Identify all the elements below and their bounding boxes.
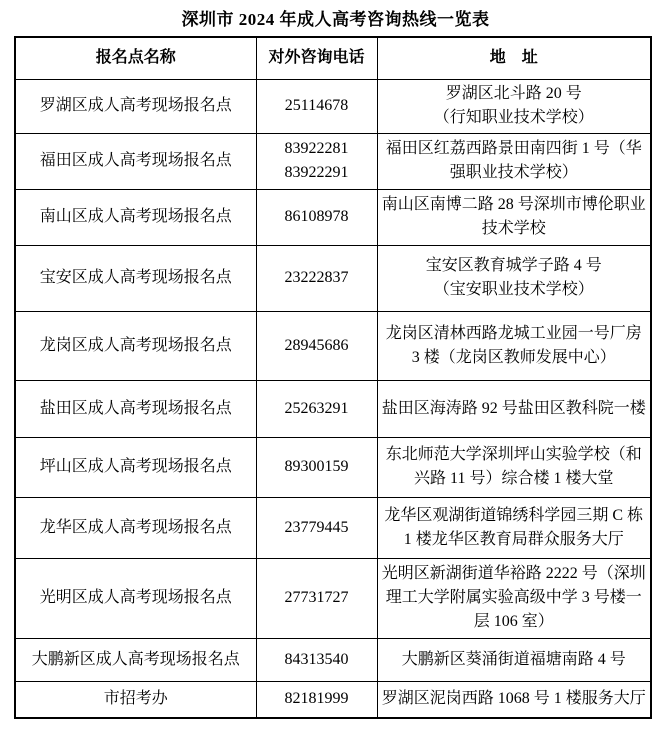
address-line: 宝安区教育城学子路 4 号: [425, 257, 602, 274]
address-line: 福田区红荔西路景田南四街 1 号（华: [385, 140, 642, 157]
address-cell: [377, 79, 651, 133]
address-cell: [377, 558, 651, 638]
phone-number: 23779445: [284, 518, 349, 536]
phone-cell: [256, 311, 377, 380]
phone-number: 23222837: [284, 269, 349, 286]
phone-cell: [256, 79, 377, 133]
phone-cell: [256, 245, 377, 311]
address-line: 光明区新湖街道华裕路 2222 号（深圳: [381, 565, 646, 582]
phone-number: 28945686: [284, 336, 349, 354]
phone-number: 84313540: [284, 650, 349, 668]
phone-number: 25114678: [284, 97, 349, 114]
address-cell: [377, 497, 651, 558]
address-line: （宝安职业技术学校）: [433, 281, 594, 298]
table-row: [15, 79, 651, 133]
header-row: [15, 37, 651, 79]
phone-cell: [256, 638, 377, 681]
site-name-cell: 光明区成人高考现场报名点: [15, 558, 256, 638]
column-header-address: 地 址: [377, 37, 651, 79]
address-cell: [377, 437, 651, 497]
phone-number: 83922291: [284, 164, 349, 181]
phone-cell: [256, 437, 377, 497]
table-row: [15, 497, 651, 558]
address-cell: [377, 311, 651, 380]
site-name-cell: 盐田区成人高考现场报名点: [15, 380, 256, 437]
site-name-cell: 龙华区成人高考现场报名点: [15, 497, 256, 558]
column-header-phone: 对外咨询电话: [256, 37, 377, 79]
phone-cell: [256, 380, 377, 437]
phone-number: 82181999: [284, 690, 349, 708]
table-row: [15, 311, 651, 380]
site-name-cell: 宝安区成人高考现场报名点: [15, 245, 256, 311]
phone-cell: [256, 133, 377, 189]
table-row: [15, 133, 651, 189]
address-cell: [377, 189, 651, 245]
site-name-cell: 南山区成人高考现场报名点: [15, 189, 256, 245]
table-row: [15, 437, 651, 497]
table-row: [15, 638, 651, 681]
phone-cell: [256, 497, 377, 558]
table-row: [15, 681, 651, 718]
phone-cell: [256, 558, 377, 638]
address-line: 层 106 室）: [473, 613, 554, 630]
table-row: [15, 380, 651, 437]
column-header-name: 报名点名称: [15, 37, 256, 79]
phone-number: 86108978: [284, 208, 349, 225]
site-name-cell: 罗湖区成人高考现场报名点: [15, 79, 256, 133]
address-line: （行知职业技术学校）: [433, 109, 594, 126]
address-line: 3 楼（龙岗区教师发展中心）: [411, 348, 616, 366]
phone-number: 83922281: [284, 140, 349, 157]
address-line: 南山区南博二路 28 号深圳市博伦职业: [381, 196, 646, 213]
address-cell: [377, 681, 651, 718]
phone-cell: [256, 681, 377, 718]
address-cell: [377, 638, 651, 681]
address-line: 罗湖区北斗路 20 号: [445, 85, 582, 102]
site-name-cell: 市招考办: [15, 681, 256, 718]
address-line: 大鹏新区葵涌街道福塘南路 4 号: [401, 650, 626, 668]
page-title: 深圳市 2024 年成人高考咨询热线一览表: [181, 9, 490, 29]
address-line: 东北师范大学深圳坪山实验学校（和: [385, 446, 642, 463]
hotline-table: [14, 36, 652, 719]
address-cell: [377, 133, 651, 189]
address-line: 龙华区观湖街道锦绣科学园三期 C 栋: [384, 506, 644, 524]
address-line: 1 楼龙华区教育局群众服务大厅: [403, 530, 624, 548]
address-line: 盐田区海涛路 92 号盐田区教科院一楼: [381, 399, 646, 417]
address-line: 技术学校: [481, 220, 546, 237]
address-line: 兴路 11 号）综合楼 1 楼大堂: [414, 470, 614, 487]
phone-number: 27731727: [284, 589, 349, 606]
address-line: 罗湖区泥岗西路 1068 号 1 楼服务大厅: [381, 690, 646, 708]
address-cell: [377, 245, 651, 311]
address-line: 理工大学附属实验高级中学 3 号楼一: [385, 589, 642, 606]
phone-cell: [256, 189, 377, 245]
site-name-cell: 龙岗区成人高考现场报名点: [15, 311, 256, 380]
site-name-cell: 福田区成人高考现场报名点: [15, 133, 256, 189]
address-line: 龙岗区清林西路龙城工业园一号厂房: [385, 324, 642, 342]
address-cell: [377, 380, 651, 437]
site-name-cell: 大鹏新区成人高考现场报名点: [15, 638, 256, 681]
table-row: [15, 189, 651, 245]
table-row: [15, 245, 651, 311]
table-row: [15, 558, 651, 638]
site-name-cell: 坪山区成人高考现场报名点: [15, 437, 256, 497]
phone-number: 89300159: [284, 458, 349, 475]
phone-number: 25263291: [284, 399, 349, 417]
address-line: 强职业技术学校）: [449, 164, 578, 181]
